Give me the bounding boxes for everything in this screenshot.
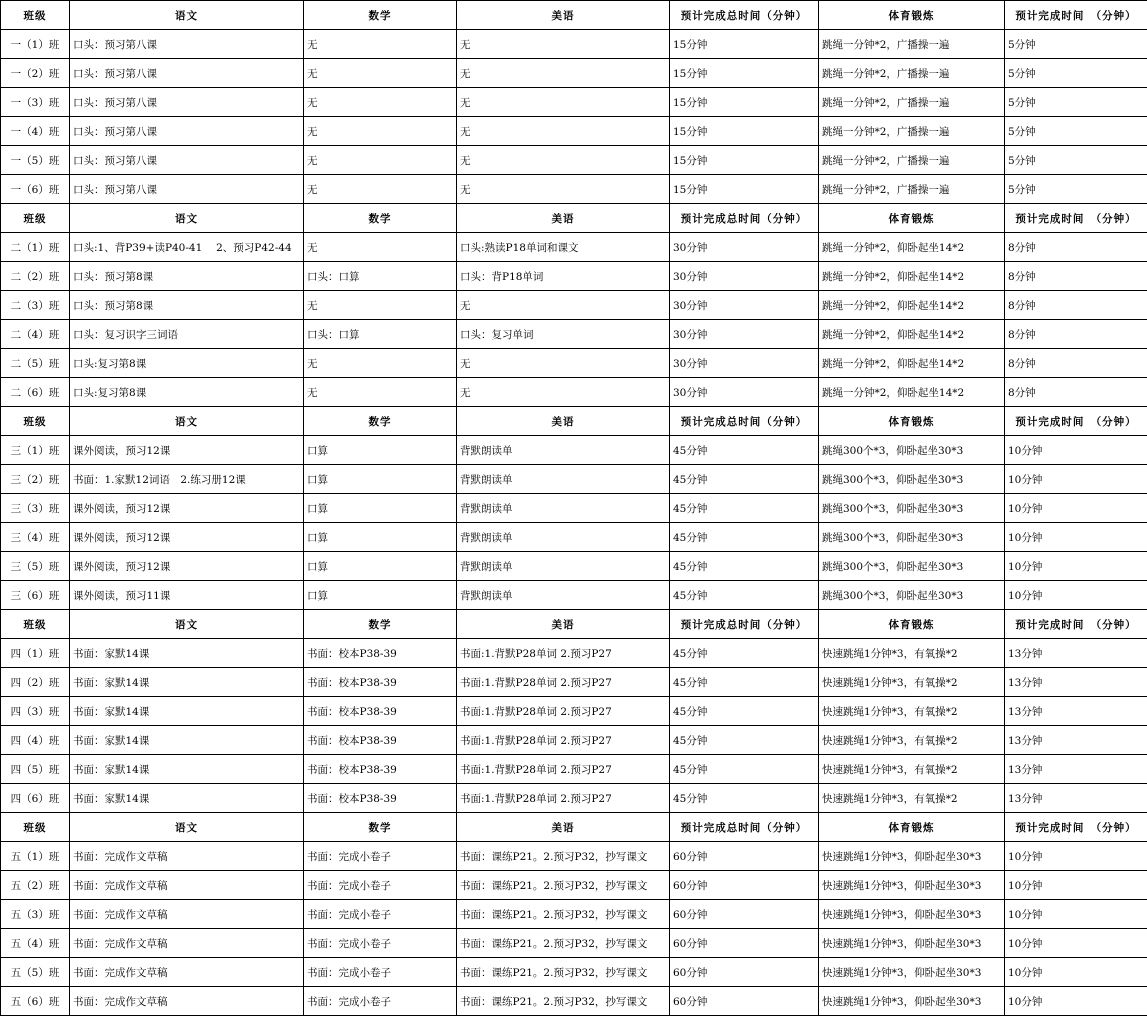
header-row [1,610,1147,639]
cell-math: 无 [304,88,457,117]
cell-math: 无 [304,59,457,88]
cell-class: 一（5）班 [1,146,70,175]
cell-english: 无 [457,30,670,59]
cell-exercise-time: 8分钟 [1005,349,1147,378]
cell-class: 四（2）班 [1,668,70,697]
cell-class: 五（6）班 [1,987,70,1016]
cell-total-time: 15分钟 [670,59,819,88]
column-header-total-time: 预计完成总时间（分钟） [670,407,819,436]
column-header-math: 数学 [304,610,457,639]
cell-exercise: 跳绳一分钟*2，仰卧起坐14*2 [819,349,1005,378]
cell-english: 背默朗读单 [457,465,670,494]
table-row [1,117,1147,146]
column-header-exercise-time: 预计完成时间 （分钟） [1005,204,1147,233]
header-row [1,1,1147,30]
column-header-exercise: 体育锻炼 [819,1,1005,30]
cell-exercise-time: 8分钟 [1005,262,1147,291]
cell-english: 书面：课练P21。2.预习P32，抄写课文 [457,871,670,900]
cell-math: 书面：校本P38-39 [304,755,457,784]
cell-exercise: 快速跳绳1分钟*3，有氧操*2 [819,639,1005,668]
cell-english: 背默朗读单 [457,552,670,581]
table-row [1,175,1147,204]
cell-exercise: 跳绳300个*3，仰卧起坐30*3 [819,523,1005,552]
cell-math: 书面：校本P38-39 [304,784,457,813]
cell-class: 一（3）班 [1,88,70,117]
column-header-english: 美语 [457,407,670,436]
cell-math: 口算 [304,581,457,610]
table-row [1,639,1147,668]
table-row [1,262,1147,291]
cell-class: 一（1）班 [1,30,70,59]
cell-total-time: 15分钟 [670,117,819,146]
cell-exercise-time: 10分钟 [1005,958,1147,987]
cell-class: 五（4）班 [1,929,70,958]
header-row [1,204,1147,233]
cell-chinese: 书面：家默14课 [70,697,304,726]
cell-class: 三（4）班 [1,523,70,552]
table-row [1,88,1147,117]
header-row [1,407,1147,436]
table-row [1,30,1147,59]
cell-math: 无 [304,378,457,407]
cell-chinese: 口头：预习第八课 [70,117,304,146]
column-header-exercise-time: 预计完成时间 （分钟） [1005,1,1147,30]
cell-chinese: 课外阅读，预习11课 [70,581,304,610]
table-row [1,668,1147,697]
table-row [1,842,1147,871]
cell-exercise: 跳绳300个*3，仰卧起坐30*3 [819,552,1005,581]
header-row [1,813,1147,842]
cell-class: 三（2）班 [1,465,70,494]
cell-english: 口头：复习单词 [457,320,670,349]
cell-exercise: 快速跳绳1分钟*3，有氧操*2 [819,668,1005,697]
cell-english: 书面:1.背默P28单词 2.预习P27 [457,668,670,697]
cell-chinese: 书面：家默14课 [70,755,304,784]
cell-exercise-time: 13分钟 [1005,668,1147,697]
cell-class: 三（6）班 [1,581,70,610]
cell-english: 书面:1.背默P28单词 2.预习P27 [457,784,670,813]
cell-exercise-time: 10分钟 [1005,436,1147,465]
cell-class: 一（4）班 [1,117,70,146]
cell-class: 五（2）班 [1,871,70,900]
cell-chinese: 口头：预习第八课 [70,88,304,117]
cell-exercise-time: 13分钟 [1005,755,1147,784]
cell-exercise: 快速跳绳1分钟*3，有氧操*2 [819,697,1005,726]
cell-english: 书面:1.背默P28单词 2.预习P27 [457,639,670,668]
cell-total-time: 45分钟 [670,755,819,784]
cell-exercise-time: 8分钟 [1005,233,1147,262]
cell-exercise: 快速跳绳1分钟*3，仰卧起坐30*3 [819,958,1005,987]
cell-chinese: 口头：复习识字三词语 [70,320,304,349]
cell-total-time: 45分钟 [670,639,819,668]
cell-class: 四（6）班 [1,784,70,813]
cell-math: 书面：完成小卷子 [304,842,457,871]
cell-class: 五（5）班 [1,958,70,987]
cell-exercise: 跳绳300个*3，仰卧起坐30*3 [819,494,1005,523]
cell-total-time: 30分钟 [670,233,819,262]
cell-class: 三（3）班 [1,494,70,523]
cell-chinese: 口头：预习第8课 [70,291,304,320]
cell-exercise-time: 5分钟 [1005,88,1147,117]
cell-exercise-time: 5分钟 [1005,146,1147,175]
cell-exercise: 快速跳绳1分钟*3，仰卧起坐30*3 [819,842,1005,871]
cell-math: 书面：完成小卷子 [304,987,457,1016]
cell-chinese: 课外阅读，预习12课 [70,523,304,552]
cell-exercise-time: 13分钟 [1005,784,1147,813]
cell-chinese: 口头:复习第8课 [70,349,304,378]
cell-class: 四（3）班 [1,697,70,726]
cell-exercise-time: 13分钟 [1005,697,1147,726]
cell-exercise: 跳绳一分钟*2，仰卧起坐14*2 [819,320,1005,349]
column-header-exercise-time: 预计完成时间 （分钟） [1005,813,1147,842]
cell-english: 无 [457,59,670,88]
cell-exercise-time: 10分钟 [1005,842,1147,871]
cell-english: 书面：课练P21。2.预习P32，抄写课文 [457,958,670,987]
cell-exercise: 跳绳一分钟*2，广播操一遍 [819,59,1005,88]
cell-exercise-time: 5分钟 [1005,117,1147,146]
cell-english: 无 [457,378,670,407]
cell-exercise-time: 13分钟 [1005,639,1147,668]
cell-exercise-time: 10分钟 [1005,523,1147,552]
cell-math: 口头：口算 [304,320,457,349]
column-header-exercise-time: 预计完成时间 （分钟） [1005,610,1147,639]
cell-total-time: 60分钟 [670,900,819,929]
cell-exercise: 跳绳300个*3，仰卧起坐30*3 [819,581,1005,610]
cell-math: 口算 [304,523,457,552]
column-header-english: 美语 [457,813,670,842]
cell-chinese: 书面：家默14课 [70,668,304,697]
cell-exercise: 跳绳300个*3，仰卧起坐30*3 [819,436,1005,465]
cell-total-time: 45分钟 [670,668,819,697]
cell-english: 背默朗读单 [457,523,670,552]
cell-exercise-time: 5分钟 [1005,59,1147,88]
cell-english: 无 [457,175,670,204]
cell-class: 二（6）班 [1,378,70,407]
cell-exercise-time: 5分钟 [1005,175,1147,204]
cell-math: 无 [304,291,457,320]
cell-math: 书面：完成小卷子 [304,958,457,987]
cell-class: 四（5）班 [1,755,70,784]
cell-chinese: 书面：完成作文草稿 [70,929,304,958]
table-row [1,900,1147,929]
table-row [1,726,1147,755]
column-header-chinese: 语文 [70,407,304,436]
cell-class: 四（4）班 [1,726,70,755]
table-row [1,552,1147,581]
column-header-exercise: 体育锻炼 [819,407,1005,436]
cell-chinese: 课外阅读，预习12课 [70,494,304,523]
cell-class: 一（6）班 [1,175,70,204]
cell-english: 无 [457,88,670,117]
cell-exercise: 跳绳300个*3，仰卧起坐30*3 [819,465,1005,494]
column-header-chinese: 语文 [70,813,304,842]
cell-exercise: 快速跳绳1分钟*3，仰卧起坐30*3 [819,871,1005,900]
table-row [1,755,1147,784]
cell-total-time: 60分钟 [670,987,819,1016]
cell-exercise-time: 10分钟 [1005,871,1147,900]
cell-class: 三（1）班 [1,436,70,465]
cell-math: 口算 [304,552,457,581]
cell-exercise-time: 10分钟 [1005,581,1147,610]
column-header-exercise: 体育锻炼 [819,204,1005,233]
cell-math: 口算 [304,494,457,523]
table-row [1,697,1147,726]
column-header-exercise-time: 预计完成时间 （分钟） [1005,407,1147,436]
table-row [1,958,1147,987]
cell-english: 书面：课练P21。2.预习P32，抄写课文 [457,842,670,871]
cell-exercise-time: 8分钟 [1005,320,1147,349]
cell-english: 书面：课练P21。2.预习P32，抄写课文 [457,987,670,1016]
cell-total-time: 15分钟 [670,175,819,204]
cell-math: 无 [304,233,457,262]
cell-exercise: 快速跳绳1分钟*3，仰卧起坐30*3 [819,987,1005,1016]
cell-total-time: 15分钟 [670,30,819,59]
column-header-chinese: 语文 [70,1,304,30]
table-row [1,929,1147,958]
cell-total-time: 45分钟 [670,494,819,523]
cell-class: 四（1）班 [1,639,70,668]
table-row [1,378,1147,407]
cell-exercise: 快速跳绳1分钟*3，仰卧起坐30*3 [819,900,1005,929]
cell-exercise: 跳绳一分钟*2，仰卧起坐14*2 [819,233,1005,262]
table-row [1,146,1147,175]
table-row [1,987,1147,1016]
cell-class: 二（1）班 [1,233,70,262]
cell-class: 五（3）班 [1,900,70,929]
cell-exercise: 快速跳绳1分钟*3，有氧操*2 [819,755,1005,784]
cell-chinese: 口头：预习第八课 [70,30,304,59]
cell-exercise-time: 10分钟 [1005,552,1147,581]
column-header-exercise: 体育锻炼 [819,813,1005,842]
cell-chinese: 课外阅读，预习12课 [70,552,304,581]
cell-english: 背默朗读单 [457,436,670,465]
cell-total-time: 15分钟 [670,88,819,117]
cell-total-time: 45分钟 [670,436,819,465]
cell-class: 二（3）班 [1,291,70,320]
table-row [1,523,1147,552]
cell-class: 五（1）班 [1,842,70,871]
table-row [1,59,1147,88]
cell-exercise: 跳绳一分钟*2，广播操一遍 [819,146,1005,175]
cell-math: 书面：完成小卷子 [304,871,457,900]
cell-class: 二（5）班 [1,349,70,378]
cell-exercise: 快速跳绳1分钟*3，有氧操*2 [819,784,1005,813]
cell-english: 书面:1.背默P28单词 2.预习P27 [457,755,670,784]
cell-chinese: 口头：预习第八课 [70,59,304,88]
cell-total-time: 15分钟 [670,146,819,175]
cell-math: 无 [304,30,457,59]
cell-english: 书面：课练P21。2.预习P32，抄写课文 [457,900,670,929]
cell-chinese: 书面：完成作文草稿 [70,987,304,1016]
cell-class: 二（2）班 [1,262,70,291]
cell-exercise: 跳绳一分钟*2，广播操一遍 [819,88,1005,117]
cell-math: 口算 [304,436,457,465]
cell-exercise: 快速跳绳1分钟*3，有氧操*2 [819,726,1005,755]
table-body [1,1,1147,1016]
cell-total-time: 45分钟 [670,552,819,581]
table-row [1,349,1147,378]
cell-exercise-time: 10分钟 [1005,900,1147,929]
cell-chinese: 书面：完成作文草稿 [70,871,304,900]
cell-chinese: 口头：预习第八课 [70,175,304,204]
cell-chinese: 口头:复习第8课 [70,378,304,407]
cell-total-time: 60分钟 [670,842,819,871]
cell-english: 无 [457,291,670,320]
column-header-total-time: 预计完成总时间（分钟） [670,1,819,30]
cell-total-time: 45分钟 [670,465,819,494]
cell-english: 口头：背P18单词 [457,262,670,291]
cell-exercise: 跳绳一分钟*2，广播操一遍 [819,175,1005,204]
cell-total-time: 60分钟 [670,871,819,900]
cell-english: 无 [457,146,670,175]
column-header-total-time: 预计完成总时间（分钟） [670,610,819,639]
column-header-english: 美语 [457,1,670,30]
cell-chinese: 书面：完成作文草稿 [70,842,304,871]
column-header-class: 班级 [1,1,70,30]
cell-exercise-time: 10分钟 [1005,494,1147,523]
cell-exercise-time: 8分钟 [1005,291,1147,320]
column-header-class: 班级 [1,610,70,639]
table-row [1,320,1147,349]
cell-total-time: 30分钟 [670,378,819,407]
cell-math: 书面：校本P38-39 [304,639,457,668]
cell-class: 三（5）班 [1,552,70,581]
cell-english: 无 [457,349,670,378]
cell-total-time: 30分钟 [670,291,819,320]
cell-chinese: 书面：1.家默12词语 2.练习册12课 [70,465,304,494]
cell-chinese: 书面：家默14课 [70,784,304,813]
cell-english: 背默朗读单 [457,581,670,610]
cell-total-time: 30分钟 [670,349,819,378]
cell-chinese: 口头：预习第八课 [70,146,304,175]
column-header-math: 数学 [304,1,457,30]
cell-total-time: 60分钟 [670,929,819,958]
cell-english: 书面:1.背默P28单词 2.预习P27 [457,726,670,755]
cell-exercise-time: 5分钟 [1005,30,1147,59]
cell-math: 书面：校本P38-39 [304,668,457,697]
table-row [1,233,1147,262]
column-header-class: 班级 [1,813,70,842]
cell-class: 二（4）班 [1,320,70,349]
cell-total-time: 45分钟 [670,523,819,552]
cell-exercise: 跳绳一分钟*2，广播操一遍 [819,30,1005,59]
cell-math: 书面：校本P38-39 [304,697,457,726]
column-header-english: 美语 [457,204,670,233]
cell-total-time: 60分钟 [670,958,819,987]
cell-chinese: 口头：预习第8课 [70,262,304,291]
cell-math: 无 [304,349,457,378]
cell-class: 一（2）班 [1,59,70,88]
cell-chinese: 口头:1、背P39+读P40-41 2、预习P42-44 [70,233,304,262]
cell-math: 无 [304,146,457,175]
table-row [1,871,1147,900]
cell-exercise-time: 10分钟 [1005,987,1147,1016]
cell-exercise-time: 13分钟 [1005,726,1147,755]
cell-english: 书面:1.背默P28单词 2.预习P27 [457,697,670,726]
column-header-math: 数学 [304,813,457,842]
cell-math: 书面：完成小卷子 [304,929,457,958]
column-header-english: 美语 [457,610,670,639]
cell-exercise: 跳绳一分钟*2，仰卧起坐14*2 [819,291,1005,320]
table-row [1,291,1147,320]
column-header-exercise: 体育锻炼 [819,610,1005,639]
column-header-class: 班级 [1,407,70,436]
cell-exercise: 跳绳一分钟*2，仰卧起坐14*2 [819,262,1005,291]
cell-exercise: 快速跳绳1分钟*3，仰卧起坐30*3 [819,929,1005,958]
cell-exercise-time: 8分钟 [1005,378,1147,407]
cell-exercise: 跳绳一分钟*2，广播操一遍 [819,117,1005,146]
cell-math: 口算 [304,465,457,494]
cell-math: 口头：口算 [304,262,457,291]
cell-math: 无 [304,175,457,204]
cell-exercise: 跳绳一分钟*2，仰卧起坐14*2 [819,378,1005,407]
cell-exercise-time: 10分钟 [1005,929,1147,958]
cell-math: 无 [304,117,457,146]
cell-chinese: 书面：家默14课 [70,726,304,755]
table-row [1,465,1147,494]
cell-english: 书面：课练P21。2.预习P32，抄写课文 [457,929,670,958]
cell-english: 口头:熟读P18单词和课文 [457,233,670,262]
cell-math: 书面：校本P38-39 [304,726,457,755]
column-header-class: 班级 [1,204,70,233]
cell-english: 背默朗读单 [457,494,670,523]
cell-total-time: 30分钟 [670,262,819,291]
cell-total-time: 30分钟 [670,320,819,349]
column-header-total-time: 预计完成总时间（分钟） [670,813,819,842]
cell-total-time: 45分钟 [670,581,819,610]
cell-exercise-time: 10分钟 [1005,465,1147,494]
table-row [1,494,1147,523]
table-row [1,784,1147,813]
cell-total-time: 45分钟 [670,784,819,813]
column-header-math: 数学 [304,407,457,436]
cell-chinese: 课外阅读，预习12课 [70,436,304,465]
table-row [1,581,1147,610]
column-header-chinese: 语文 [70,610,304,639]
column-header-chinese: 语文 [70,204,304,233]
cell-total-time: 45分钟 [670,726,819,755]
cell-math: 书面：完成小卷子 [304,900,457,929]
column-header-math: 数学 [304,204,457,233]
cell-english: 无 [457,117,670,146]
column-header-total-time: 预计完成总时间（分钟） [670,204,819,233]
cell-chinese: 书面：完成作文草稿 [70,958,304,987]
table-row [1,436,1147,465]
cell-chinese: 书面：完成作文草稿 [70,900,304,929]
cell-total-time: 45分钟 [670,697,819,726]
cell-chinese: 书面：家默14课 [70,639,304,668]
